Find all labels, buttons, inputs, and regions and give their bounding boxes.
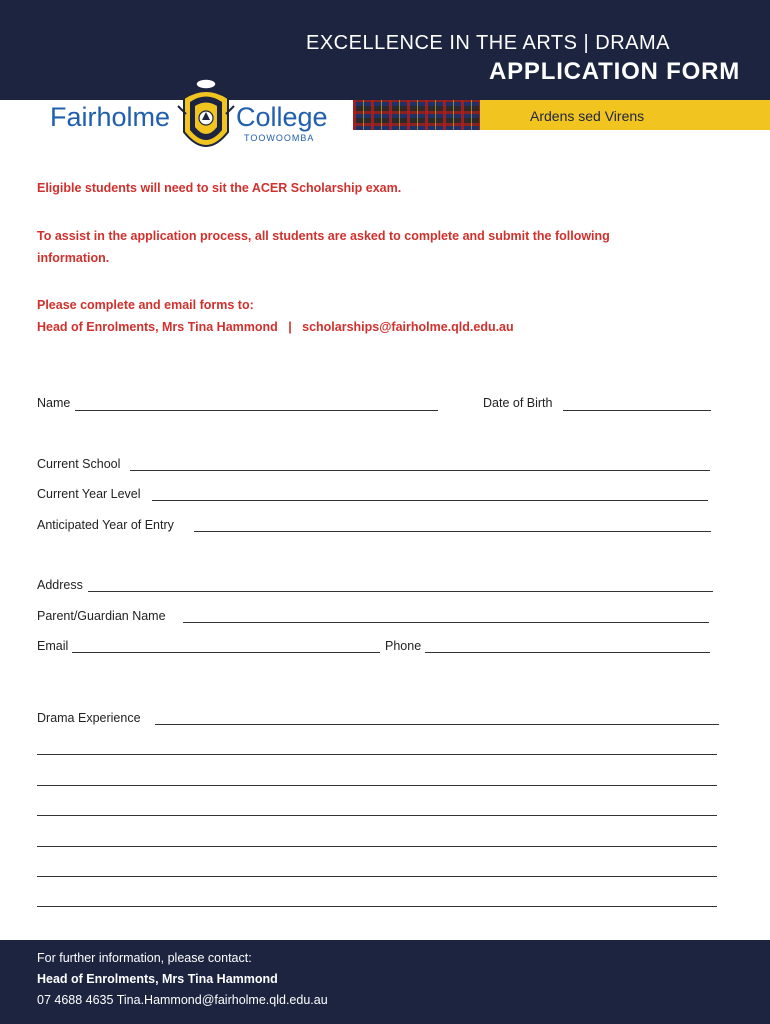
motto-text: Ardens sed Virens [530, 108, 645, 124]
phone-field[interactable] [425, 652, 710, 653]
dob-field[interactable] [563, 410, 711, 411]
drama-experience-line[interactable] [37, 846, 717, 847]
drama-experience-label: Drama Experience [37, 711, 141, 725]
footer-contact-details: 07 4688 4635 Tina.Hammond@fairholme.qld.edu.au [37, 993, 328, 1007]
drama-experience-line[interactable] [37, 876, 717, 877]
footer-contact-intro: For further information, please contact: [37, 951, 252, 965]
current-school-field[interactable] [130, 470, 710, 471]
current-school-label: Current School [37, 457, 121, 471]
parent-name-label: Parent/Guardian Name [37, 609, 166, 623]
email-field[interactable] [72, 652, 380, 653]
header-title: APPLICATION FORM [488, 58, 740, 85]
parent-name-field[interactable] [183, 622, 709, 623]
drama-experience-line[interactable] [155, 724, 719, 725]
entry-year-field[interactable] [194, 531, 711, 532]
name-field[interactable] [75, 410, 438, 411]
entry-year-label: Anticipated Year of Entry [37, 518, 174, 532]
email-heading: Please complete and email forms to: [37, 298, 254, 312]
phone-label: Phone [385, 639, 422, 653]
assist-note-line2: information. [37, 251, 110, 265]
drama-experience-line[interactable] [37, 906, 717, 907]
drama-experience-line[interactable] [37, 785, 717, 786]
current-year-label: Current Year Level [37, 487, 141, 501]
email-contact: Head of Enrolments, Mrs Tina Hammond | scholarships@fairholme.qld.edu.au [37, 320, 514, 334]
eligibility-note: Eligible students will need to sit the ACER Scholarship exam. [37, 181, 402, 195]
dob-label: Date of Birth [483, 396, 553, 410]
name-label: Name [37, 396, 71, 410]
footer-contact-name: Head of Enrolments, Mrs Tina Hammond [37, 972, 278, 986]
assist-note-line1: To assist in the application process, all students are asked to complete and submit the following [37, 229, 610, 243]
drama-experience-line[interactable] [37, 815, 717, 816]
drama-experience-line[interactable] [37, 754, 717, 755]
college-crest-icon [176, 76, 236, 162]
address-field[interactable] [88, 591, 713, 592]
header-subtitle: EXCELLENCE IN THE ARTS | DRAMA [306, 32, 670, 54]
logo-text-college: College [236, 102, 328, 132]
current-year-field[interactable] [152, 500, 708, 501]
logo-text-fairholme: Fairholme [50, 102, 171, 132]
logo-location: TOOWOOMBA [244, 133, 315, 143]
address-label: Address [37, 578, 83, 592]
tartan-strip [353, 100, 480, 130]
email-label: Email [37, 639, 69, 653]
